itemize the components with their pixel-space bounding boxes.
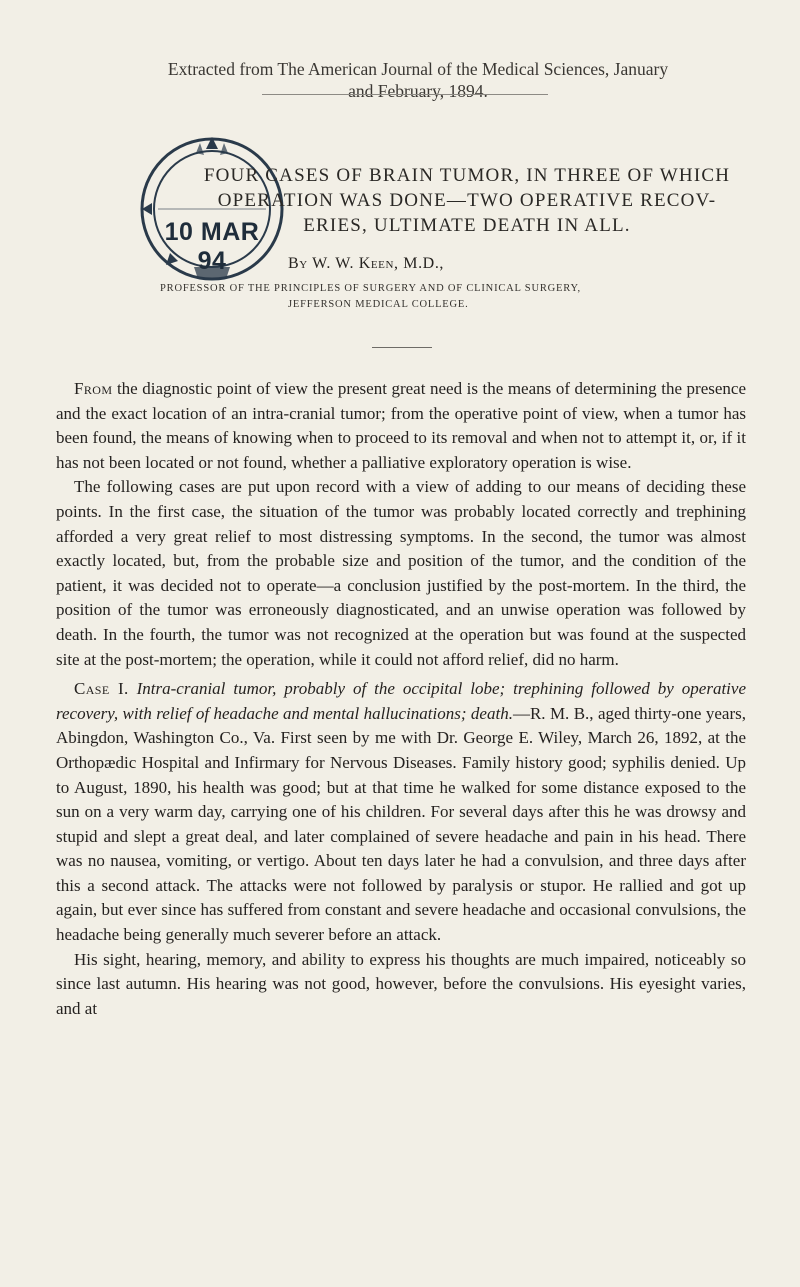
case-heading: Intra-cranial tumor, probably of the occipital lobe; trephining followed by operative recovery, with relief of headache and mental hallucinations; death.: [56, 679, 746, 723]
paragraph: [56, 377, 746, 475]
paragraph-text: the diagnostic point of view the present great need is the means of determining the presence and the exact location of an intra-cranial tumor; from the operative point of view, when a tumor has been found, the means of knowing when to proceed to its removal and when not to attempt it, or, if it has not been located or not found, whether a palliative exploratory operation is wise.: [56, 379, 746, 472]
affiliation-line-1: PROFESSOR OF THE PRINCIPLES OF SURGERY AND OF CLINICAL SURGERY,: [160, 283, 581, 294]
extract-rule: [262, 94, 548, 95]
stamp-date: 10 MAR 94: [164, 218, 260, 275]
title-line-1: FOUR CASES OF BRAIN TUMOR, IN THREE OF WHICH: [203, 165, 731, 186]
author-affiliation: [160, 281, 780, 313]
title-line-3: ERIES, ULTIMATE DEATH IN ALL.: [303, 215, 631, 236]
title-line-2: OPERATION WAS DONE—TWO OPERATIVE RECOV-: [217, 190, 717, 211]
extract-line-2: and February, 1894.: [348, 81, 488, 101]
paragraph: The following cases are put upon record with a view of adding to our means of deciding these points. In the first case, the situation of the tumor was probably located correctly and trephining afforded a very great relief to most distressing symptoms. In the second, the tumor was almost exactly located, but, from the probable size and position of the tumor, and the condition of the patient, it was decided not to operate—a conclusion justified by the post-mortem. In the third, the position of the tumor was erroneously diagnosticated, and an unwise operation was followed by death. In the fourth, the tumor was not recognized at the operation but was found at the suspected site at the post-mortem; the operation, while it could not afford relief, did no harm.: [56, 477, 746, 669]
case-text: —R. M. B., aged thirty-one years, Abingdon, Washington Co., Va. First seen by me with Dr. George E. Wiley, March 26, 1892, at the Orthopædic Hospital and Infirmary for Nervous Diseases. Family history good; syphilis denied. Up to August, 1890, his health was good; but at that time he walked for some distance exposed to the sun on a very warm day, carrying one of his children. For several days after this he was drowsy and stupid and slept a great deal, and later complained of severe headache and pain in his head. There was no nausea, vomiting, or vertigo. About ten days later he had a convulsion, and three days after this a second attack. The attacks were not followed by paralysis or stupor. He rallied and got up again, but ever since has suffered from constant and severe headache and occasional convulsions, the headache being generally much severer before an attack.: [56, 703, 746, 945]
author-byline: By W. W. Keen, M.D.,: [288, 255, 445, 272]
case-label: Case I.: [74, 679, 129, 699]
title-rule: [372, 347, 432, 348]
extract-line-1: Extracted from The American Journal of the Medical Sciences, January: [167, 59, 669, 79]
article-title: [162, 163, 772, 238]
paragraph-lead: From: [74, 379, 113, 398]
paragraph: His sight, hearing, memory, and ability to express his thoughts are much impaired, noticeably so since last autumn. His hearing was not good, however, before the convulsions. His eyesight varies, and at: [56, 949, 746, 1018]
case-paragraph: [56, 677, 746, 948]
extract-notice: [118, 58, 718, 102]
article-body: [56, 377, 746, 1021]
affiliation-line-2: JEFFERSON MEDICAL COLLEGE.: [288, 299, 469, 310]
